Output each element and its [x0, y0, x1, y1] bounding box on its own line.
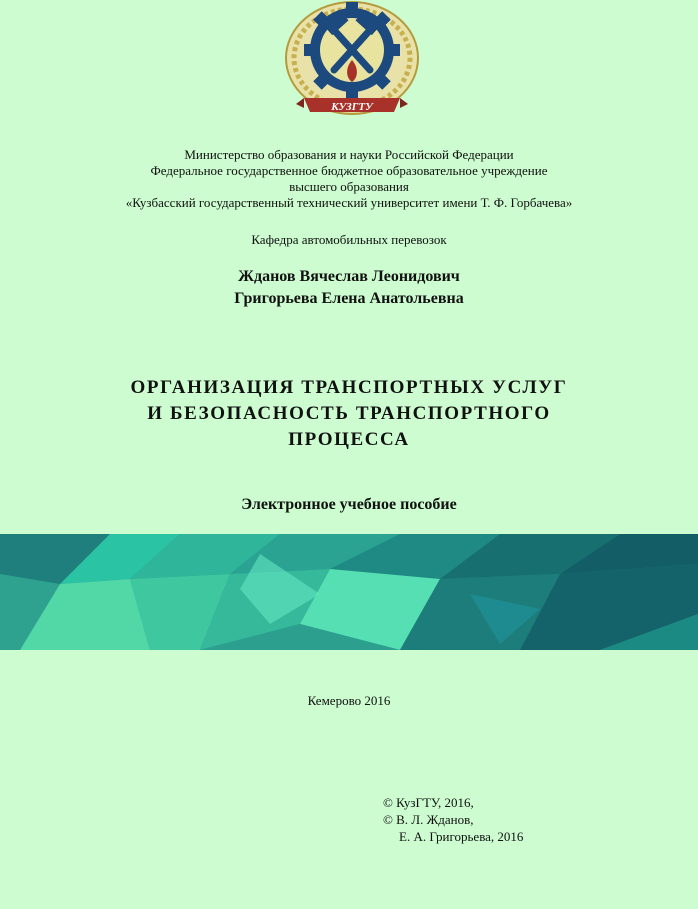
ministry-line: Федеральное государственное бюджетное образовательное учреждение	[150, 163, 548, 178]
copyright-line: © В. Л. Жданов,	[383, 812, 474, 827]
title-line: ПРОЦЕССА	[288, 429, 410, 450]
author-name: Григорьева Елена Анатольевна	[234, 290, 464, 307]
ribbon	[296, 98, 408, 113]
ministry-line: «Кузбасский государственный технический университет имени Т. Ф. Горбачева»	[125, 195, 573, 210]
copyright-line: Е. А. Григорьева, 2016	[399, 829, 524, 844]
copyright-line: © КузГТУ, 2016,	[383, 795, 474, 810]
ministry-line: Министерство образования и науки Российской Федерации	[184, 147, 514, 162]
university-emblem	[272, 0, 432, 126]
title-line: И БЕЗОПАСНОСТЬ ТРАНСПОРТНОГО	[147, 403, 551, 424]
ministry-line: высшего образования	[289, 179, 409, 194]
author-name: Жданов Вячеслав Леонидович	[238, 268, 460, 285]
copyright-block	[383, 794, 523, 845]
title-line: ОРГАНИЗАЦИЯ ТРАНСПОРТНЫХ УСЛУГ	[130, 377, 568, 398]
authors	[0, 266, 698, 310]
decorative-polygon-band	[0, 534, 698, 650]
ministry-block	[0, 147, 698, 211]
subtitle: Электронное учебное пособие	[241, 496, 457, 513]
svg-text:КУЗГТУ: КУЗГТУ	[331, 101, 373, 113]
department: Кафедра автомобильных перевозок	[251, 232, 447, 247]
city-year: Кемерово 2016	[307, 693, 391, 708]
book-title	[0, 375, 698, 453]
